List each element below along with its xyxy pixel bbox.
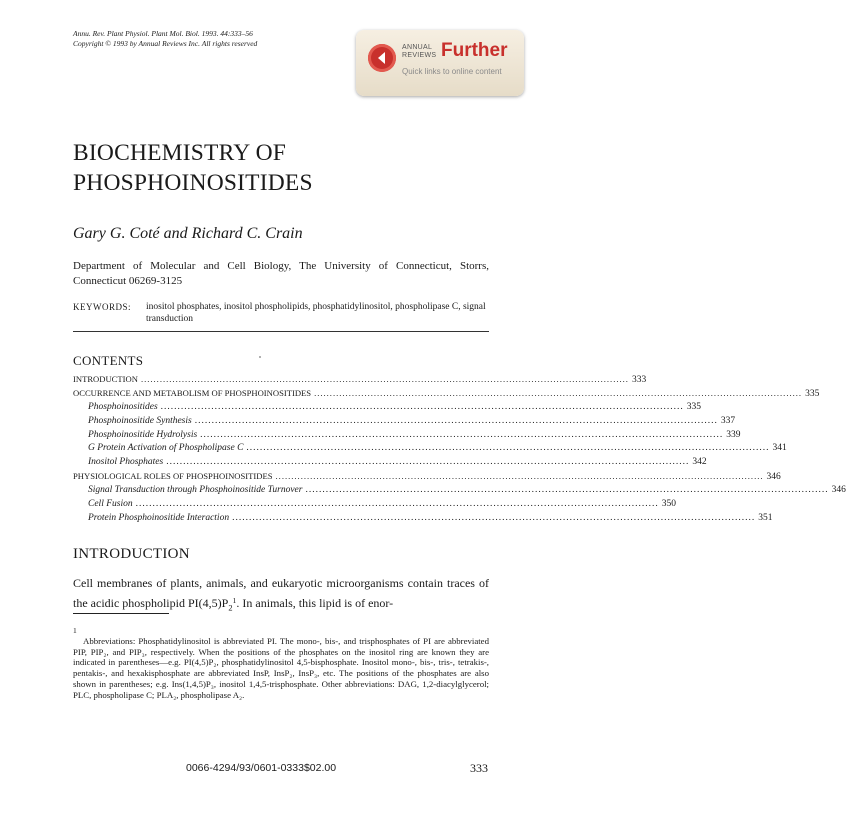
keywords-divider xyxy=(73,331,489,332)
keywords-text: inositol phosphates, inositol phospholipids, phosphatidylinositol, phospholipase C, signal transduction xyxy=(146,302,486,324)
footnote-marker: 1 xyxy=(73,626,77,635)
copyright-notice: Copyright © 1993 by Annual Reviews Inc. All rights reserved xyxy=(73,39,258,48)
toc-item[interactable]: INTRODUCTION ........................................................................................................................................................... 333 xyxy=(73,374,647,385)
toc-item[interactable]: Cell Fusion ........................................................................................................................................................... 350 xyxy=(88,499,676,510)
contents-heading: CONTENTS xyxy=(73,353,144,368)
issn-code: 0066-4294/93/0601-0333$02.00 xyxy=(186,762,337,774)
keywords-label: KEYWORDS: xyxy=(73,302,131,312)
toc-item[interactable]: Inositol Phosphates ........................................................................................................................................................... 342 xyxy=(88,457,707,468)
annual-reviews-logo: ANNUAL REVIEWS xyxy=(402,44,437,59)
journal-citation: Annu. Rev. Plant Physiol. Plant Mol. Biol. 1993. 44:333–56 xyxy=(73,29,253,38)
authors: Gary G. Coté and Richard C. Crain xyxy=(73,225,303,242)
toc-item[interactable]: Phosphoinositide Synthesis ........................................................................................................................................................... 337 xyxy=(88,415,736,426)
toc-item[interactable]: Protein Phosphoinositide Interaction ........................................................................................................................................................... 351 xyxy=(88,512,773,523)
toc-item[interactable]: Signal Transduction through Phosphoinositide Turnover ........................................................................................................................................................... 346 xyxy=(88,485,846,496)
footnote-text: Abbreviations: Phosphatidylinositol is abbreviated PI. The mono-, bis-, and trisphosphates of PI are abbreviated PIP, PIP₂, and PIP₃, respectively. When the positions of the phosphates on the inositol ring are known they are indicated in parentheses—e.g. PI(4,5)P₂, phosphatidylinositol 4,5-bisphosphate. Inositol mono-, bis-, tris-, tetrakis-, pentakis-, and hexakisphosphate are abbreviated InsP, InsP₂, InsP₃, etc. The positions of the phosphates are also shown in parentheses; e.g. Ins(1,4,5)P₃, inositol 1,4,5-trisphosphate. Other abbreviations: DAG, 1,2-diacylglycerol; PLC, phospholipase C; PLA₂, phospholipase A₂. xyxy=(73,636,489,700)
toc-item[interactable]: Phosphoinositide Hydrolysis ........................................................................................................................................................... 339 xyxy=(88,429,741,440)
introduction-paragraph: Cell membranes of plants, animals, and eukaryotic microorganisms contain traces of the acidic phospholipid $PI(4,5)P_2^1$. In animals, this lipid is of enor- xyxy=(73,576,489,613)
table-of-contents xyxy=(73,374,846,527)
toc-item[interactable]: PHYSIOLOGICAL ROLES OF PHOSPHOINOSITIDES ........................................................................................................................................................... 346 xyxy=(73,471,781,483)
further-reviews-banner[interactable] xyxy=(356,30,524,96)
toc-item[interactable]: G Protein Activation of Phospholipase C ........................................................................................................................................................... 341 xyxy=(88,443,787,454)
arrow-left-icon xyxy=(368,44,396,72)
scan-speck xyxy=(259,356,261,358)
affiliation: Department of Molecular and Cell Biology, The University of Connecticut, Storrs, Connecticut 06269-3125 xyxy=(73,260,489,287)
article-title: BIOCHEMISTRY OF PHOSPHOINOSITIDES xyxy=(73,140,313,196)
toc-item[interactable]: Phosphoinositides ........................................................................................................................................................... 335 xyxy=(88,401,702,412)
introduction-heading: INTRODUCTION xyxy=(73,546,190,562)
page-number: 333 xyxy=(470,761,488,775)
toc-item[interactable]: OCCURRENCE AND METABOLISM OF PHOSPHOINOSITIDES ........................................................................................................................................................... 335 xyxy=(73,387,820,399)
quick-links-link[interactable]: Quick links to online content xyxy=(402,67,502,76)
footnote-divider xyxy=(73,613,169,614)
further-logo-text: Further xyxy=(441,40,508,61)
